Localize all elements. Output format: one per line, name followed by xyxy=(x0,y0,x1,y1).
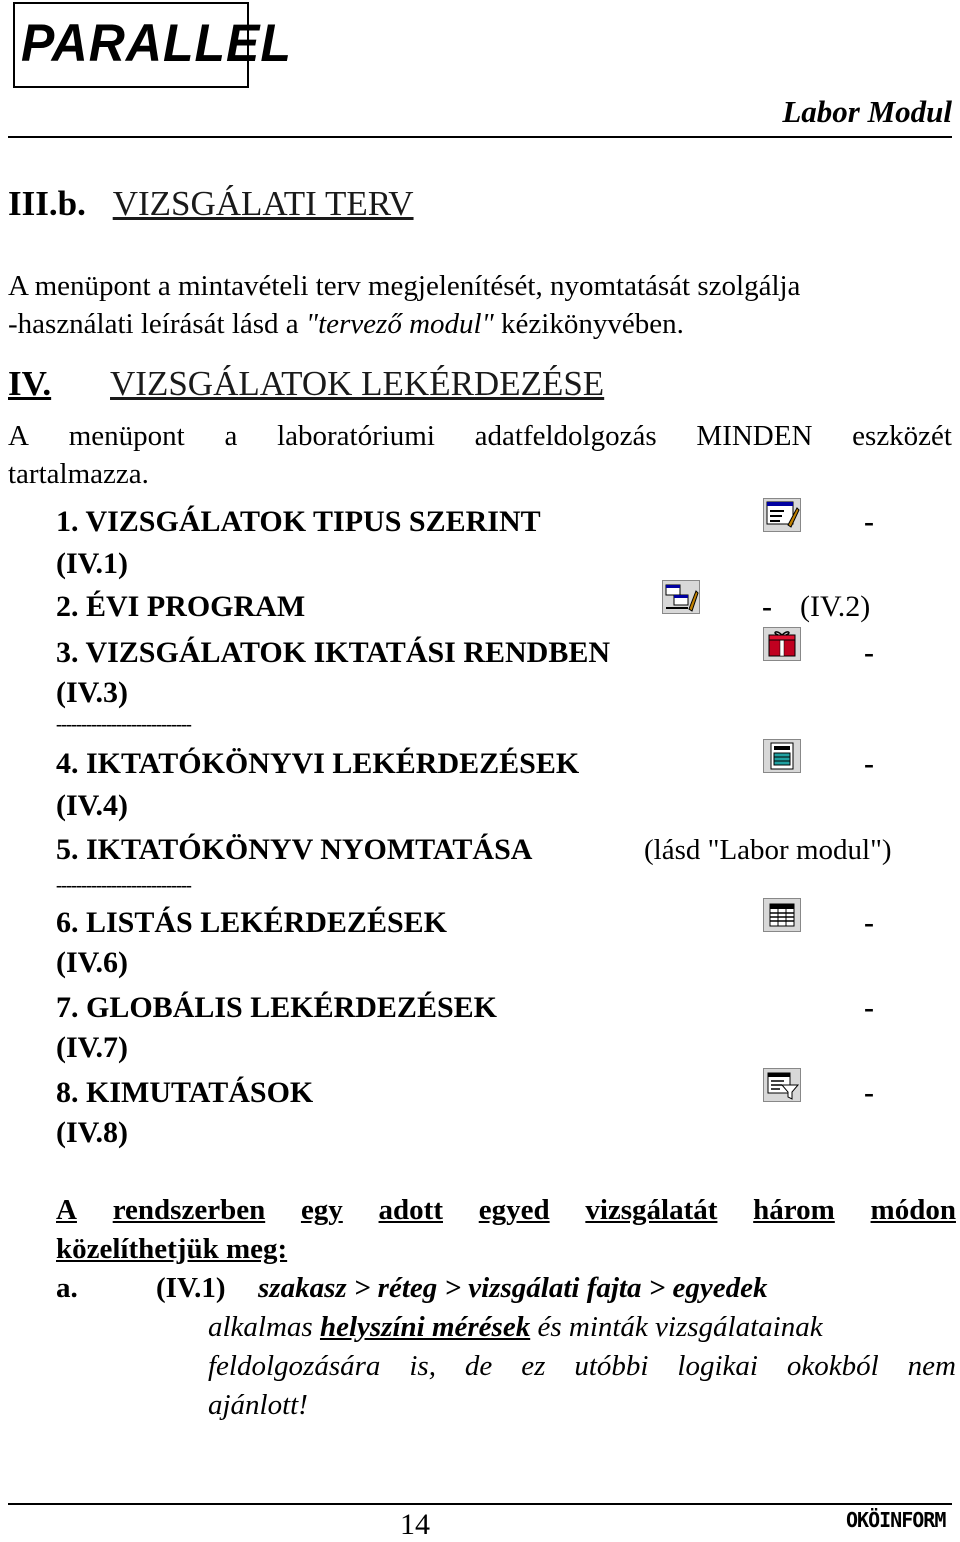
option-a-line3: feldolgozására is, de ez utóbbi logikai okokból nem xyxy=(208,1350,956,1382)
item-8-label: 8. KIMUTATÁSOK xyxy=(56,1076,314,1109)
item-4-label: 4. IKTATÓKÖNYVI LEKÉRDEZÉSEK xyxy=(56,747,580,780)
a-line2-emphasis: helyszíni mérések xyxy=(319,1311,531,1343)
item-5-note: (lásd "Labor modul") xyxy=(644,834,892,866)
table-list-icon[interactable] xyxy=(763,898,801,932)
item-4-dash: - xyxy=(864,747,874,780)
item-8-ref: (IV.8) xyxy=(56,1116,128,1149)
filter-report-icon[interactable] xyxy=(763,1068,801,1102)
section-4-number: IV. xyxy=(8,364,52,403)
section-4-title: VIZSGÁLATOK LEKÉRDEZÉSE xyxy=(110,364,605,403)
section-3b-line1: A menüpont a mintavételi terv megjelenítését, nyomtatását szolgálja xyxy=(8,270,801,302)
separator-1: --------------------------- xyxy=(56,714,191,734)
section-3b-number: III.b. xyxy=(8,184,86,223)
item-3-dash: - xyxy=(864,636,874,669)
form-edit-icon[interactable] xyxy=(763,498,801,532)
desc-word: adatfeldolgozás xyxy=(474,420,657,452)
page-number: 14 xyxy=(400,1508,430,1541)
item-5-label: 5. IKTATÓKÖNYV NYOMTATÁSA xyxy=(56,833,533,866)
summary-word: egy xyxy=(300,1194,343,1226)
item-1-ref: (IV.1) xyxy=(56,547,128,580)
option-a-ref: (IV.1) xyxy=(156,1272,226,1304)
summary-word: egyed xyxy=(478,1194,550,1226)
summary-word: módon xyxy=(870,1194,956,1226)
summary-word: rendszerben xyxy=(112,1194,266,1226)
summary-word: adott xyxy=(378,1194,443,1226)
item-7-dash: - xyxy=(864,991,874,1024)
desc-word: laboratóriumi xyxy=(277,420,435,452)
logo-text: PARALLEL xyxy=(21,13,292,73)
item-3-ref: (IV.3) xyxy=(56,676,128,709)
option-a-line4: ajánlott! xyxy=(208,1389,308,1421)
module-title: Labor Modul xyxy=(782,94,952,129)
item-4-ref: (IV.4) xyxy=(56,789,128,822)
summary-line1 xyxy=(56,1194,956,1227)
a-line2-suffix: és minták vizsgálatainak xyxy=(530,1311,823,1343)
header-divider xyxy=(8,136,952,138)
item-7-ref: (IV.7) xyxy=(56,1031,128,1064)
parallel-logo xyxy=(13,2,292,88)
line2-suffix: kézikönyvében. xyxy=(493,308,684,340)
item-6-dash: - xyxy=(864,906,874,939)
separator-2: --------------------------- xyxy=(56,875,191,895)
item-2-dash: - xyxy=(762,590,772,623)
item-2-label: 2. ÉVI PROGRAM xyxy=(56,590,306,623)
a-line2-prefix: alkalmas xyxy=(208,1311,320,1343)
summary-word: három xyxy=(753,1194,835,1226)
item-8-dash: - xyxy=(864,1076,874,1109)
summary-word: A xyxy=(56,1194,77,1226)
desc-word: a xyxy=(224,420,238,452)
summary-word: vizsgálatát xyxy=(585,1194,718,1226)
register-icon[interactable] xyxy=(763,739,801,773)
item-2-ref: (IV.2) xyxy=(800,590,871,623)
desc-word: eszközét xyxy=(852,420,952,452)
section-3b-heading xyxy=(8,184,414,224)
item-1-label: 1. VIZSGÁLATOK TIPUS SZERINT xyxy=(56,505,541,538)
desc-word: MINDEN xyxy=(696,420,813,452)
item-6-label: 6. LISTÁS LEKÉRDEZÉSEK xyxy=(56,906,447,939)
section-4-desc-line1 xyxy=(8,420,952,453)
desc-word: menüpont xyxy=(68,420,185,452)
desc-word: A xyxy=(8,420,29,452)
program-edit-icon[interactable] xyxy=(662,580,700,614)
line2-italic: "tervező modul" xyxy=(305,308,494,340)
summary-line2: közelíthetjük meg: xyxy=(56,1233,288,1265)
item-7-label: 7. GLOBÁLIS LEKÉRDEZÉSEK xyxy=(56,991,497,1024)
brand-mark-text: OKÖINFORM xyxy=(846,1508,946,1532)
gift-icon[interactable] xyxy=(763,627,801,661)
section-4-heading xyxy=(8,364,604,404)
section-4-desc-line2: tartalmazza. xyxy=(8,458,149,490)
item-1-dash: - xyxy=(864,505,874,538)
okoinform-logo xyxy=(846,1506,954,1534)
section-3b-title: VIZSGÁLATI TERV xyxy=(112,184,414,223)
option-a-line2 xyxy=(208,1311,823,1344)
section-3b-line2 xyxy=(8,308,684,341)
item-3-label: 3. VIZSGÁLATOK IKTATÁSI RENDBEN xyxy=(56,636,611,669)
line2-prefix: -használati leírását lásd a xyxy=(8,308,306,340)
item-6-ref: (IV.6) xyxy=(56,946,128,979)
option-a-path: szakasz > réteg > vizsgálati fajta > egyedek xyxy=(258,1272,768,1304)
footer-divider xyxy=(8,1503,952,1505)
option-a-label: a. xyxy=(56,1272,78,1304)
